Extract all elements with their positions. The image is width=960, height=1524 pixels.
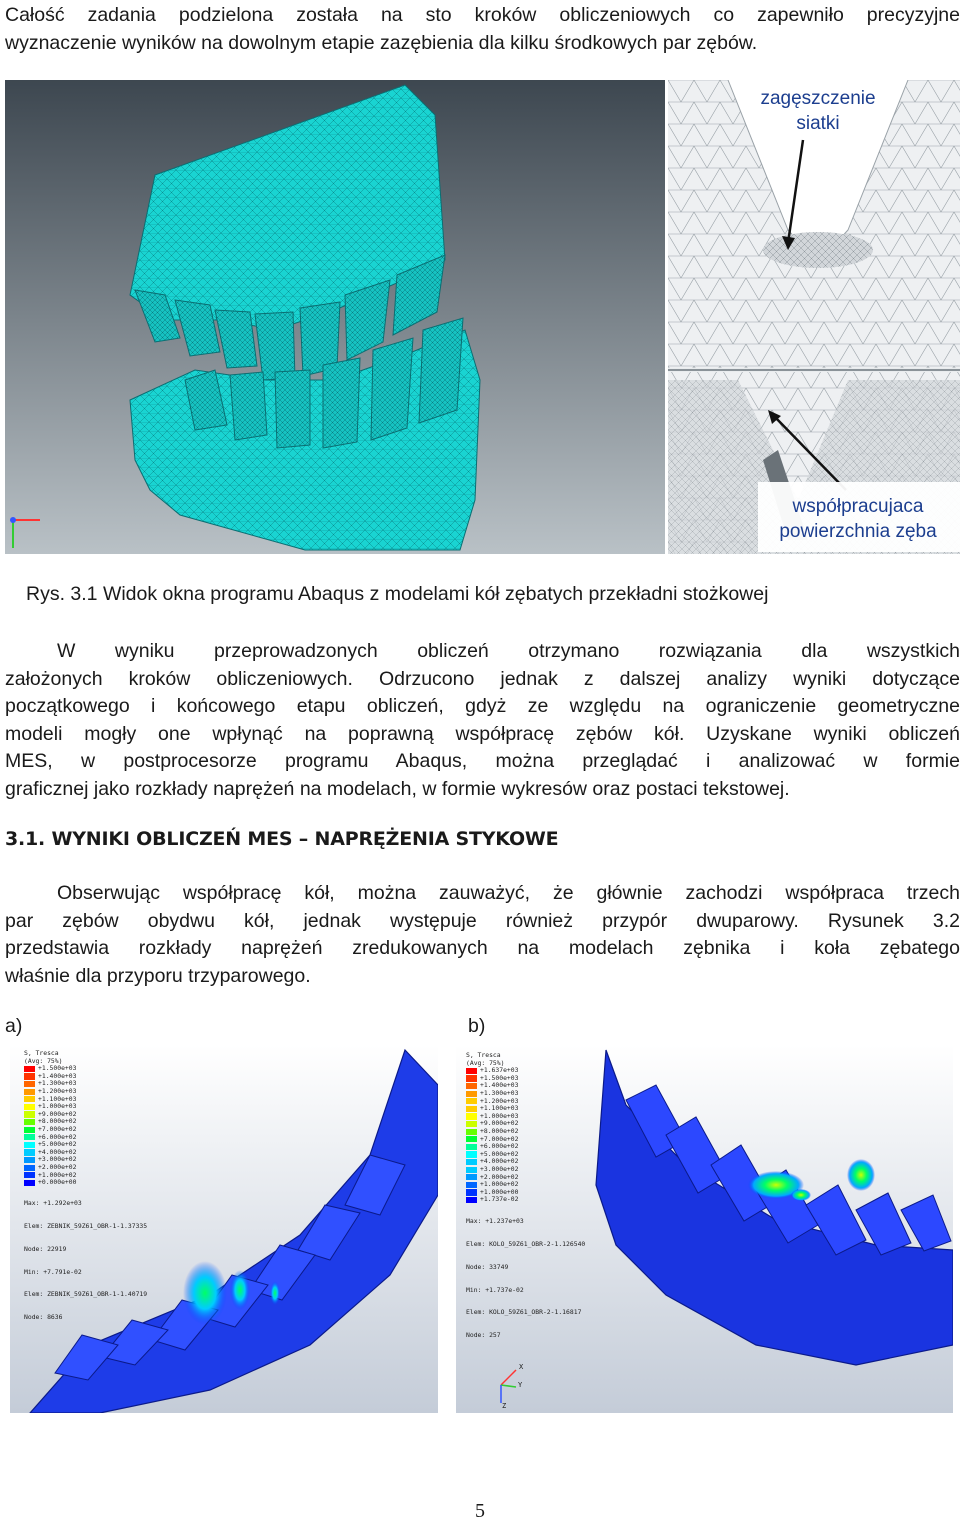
legend-swatch	[466, 1091, 477, 1097]
intro-line-1: Całość zadania podzielona została na sto kroków obliczeniowych co zapewniło precyzyjne	[5, 4, 960, 26]
legend-b	[466, 1052, 518, 1204]
legend-swatch	[24, 1172, 35, 1178]
legend-value: +1.000e+03	[38, 1102, 77, 1111]
p1-line-3: początkowego i końcowego etapu obliczeń, gdyż ze względu na ograniczenie geometryczne	[5, 695, 960, 717]
p2-line-3: przedstawia rozkłady naprężeń zredukowanych na modelach zębnika i koła zębatego	[5, 937, 960, 959]
mesh-detail-illustration	[668, 80, 960, 554]
figure-abaqus-gear-mesh	[5, 80, 665, 554]
legend-value: +9.000e+02	[480, 1119, 519, 1128]
triad-x-label: X	[519, 1363, 524, 1371]
info-a	[24, 1185, 147, 1337]
legend-swatch	[24, 1127, 35, 1133]
legend-value: +4.000e+02	[480, 1157, 519, 1166]
legend-swatch	[24, 1111, 35, 1117]
figure-mesh-detail	[668, 80, 960, 554]
p2-line-2: par zębów obydwu kół, jednak występuje również przypór dwuparowy. Rysunek 3.2	[5, 909, 960, 932]
legend-a-title: S, Tresca	[24, 1049, 59, 1057]
mesh-refinement-label	[728, 86, 908, 136]
legend-swatch	[24, 1119, 35, 1125]
p1-line-6: graficznej jako rozkłady naprężeń na modelach, w formie wykresów oraz postaci tekstowej.	[5, 777, 790, 800]
legend-swatch	[466, 1083, 477, 1089]
legend-value: +5.000e+02	[38, 1140, 77, 1149]
info-a-min: Min: +7.791e-02	[24, 1267, 82, 1276]
legend-swatch	[466, 1129, 477, 1135]
legend-value: +1.000e+02	[480, 1180, 519, 1189]
figure-b-wheel-stress	[456, 1045, 953, 1413]
legend-value: +0.000e+00	[38, 1178, 77, 1187]
gear-mesh-illustration	[5, 80, 665, 554]
legend-swatch	[466, 1167, 477, 1173]
p2-line-4: właśnie dla przyporu trzyparowego.	[5, 964, 311, 987]
legend-value: +1.500e+03	[38, 1064, 77, 1073]
info-b	[466, 1203, 585, 1355]
legend-value: +7.000e+02	[38, 1124, 77, 1133]
legend-swatch	[24, 1104, 35, 1110]
sublabel-a: a)	[5, 1015, 23, 1037]
legend-value: +5.000e+02	[480, 1149, 519, 1158]
intro-paragraph	[5, 2, 960, 57]
legend-swatch	[466, 1174, 477, 1180]
legend-value: +1.400e+03	[38, 1071, 77, 1080]
legend-swatch	[466, 1106, 477, 1112]
legend-swatch	[466, 1151, 477, 1157]
info-a-max-node: Node: 22919	[24, 1244, 67, 1253]
legend-a	[24, 1050, 76, 1187]
legend-value: +1.737e-02	[480, 1195, 519, 1204]
section-heading: 3.1. WYNIKI OBLICZEŃ MES – NAPRĘŻENIA STYKOWE	[5, 828, 559, 850]
legend-swatch	[24, 1149, 35, 1155]
info-b-max-node: Node: 33749	[466, 1262, 509, 1271]
legend-value: +9.000e+02	[38, 1109, 77, 1118]
p2-line-1: Obserwując współpracę kół, można zauważyć, że głównie zachodzi współpraca trzech	[57, 882, 960, 904]
legend-value: +1.200e+03	[38, 1086, 77, 1095]
info-a-max-elem: Elem: ZEBNIK_59Z61_OBR-1-1.37335	[24, 1221, 148, 1230]
legend-swatch	[466, 1068, 477, 1074]
legend-swatch	[24, 1089, 35, 1095]
legend-value: +2.000e+02	[480, 1172, 519, 1181]
legend-swatch	[24, 1066, 35, 1072]
mesh-label-line-1: zagęszczenie	[760, 88, 876, 109]
legend-swatch	[24, 1157, 35, 1163]
surface-label-line-2: powierzchnia zęba	[779, 521, 937, 542]
info-a-min-elem: Elem: ZEBNIK_59Z61_OBR-1-1.40719	[24, 1290, 148, 1299]
page-number: 5	[475, 1500, 485, 1522]
sublabel-b: b)	[468, 1015, 486, 1037]
legend-swatch	[24, 1073, 35, 1079]
surface-label-line-1: współpracujaca	[792, 496, 924, 517]
legend-value: +8.000e+02	[38, 1117, 77, 1126]
p1-line-4: modeli mogły one wpłynąć na poprawną współpracę zębów kół. Uzyskane wyniki obliczeń	[5, 722, 960, 745]
legend-value: +1.000e+02	[38, 1170, 77, 1179]
legend-value: +3.000e+02	[480, 1164, 519, 1173]
legend-value: +1.300e+03	[38, 1079, 77, 1088]
legend-swatch	[466, 1159, 477, 1165]
paragraph-results	[5, 638, 960, 803]
legend-swatch	[24, 1165, 35, 1171]
legend-value: +1.500e+03	[480, 1073, 519, 1082]
legend-swatch	[24, 1096, 35, 1102]
legend-value: +4.000e+02	[38, 1147, 77, 1156]
legend-b-avg: (Avg: 75%)	[466, 1058, 505, 1067]
legend-value: +8.000e+02	[480, 1126, 519, 1135]
legend-value: +1.100e+03	[480, 1104, 519, 1113]
legend-value: +1.300e+03	[480, 1088, 519, 1097]
legend-value: +1.400e+03	[480, 1081, 519, 1090]
legend-value: +2.000e+02	[38, 1162, 77, 1171]
info-a-min-node: Node: 8636	[24, 1313, 63, 1322]
legend-swatch	[466, 1144, 477, 1150]
info-b-min-elem: Elem: KOLO_59Z61_OBR-2-1.16817	[466, 1308, 582, 1317]
legend-swatch	[466, 1189, 477, 1195]
legend-swatch	[24, 1142, 35, 1148]
legend-value: +7.000e+02	[480, 1134, 519, 1143]
legend-swatch	[466, 1136, 477, 1142]
legend-swatch	[466, 1113, 477, 1119]
legend-value: +6.000e+02	[480, 1142, 519, 1151]
triad-z-label: Z	[502, 1402, 507, 1410]
paragraph-observation	[5, 880, 960, 990]
legend-b-title: S, Tresca	[466, 1051, 501, 1059]
info-b-min: Min: +1.737e-02	[466, 1285, 524, 1294]
info-b-min-node: Node: 257	[466, 1331, 501, 1340]
legend-value: +1.100e+03	[38, 1094, 77, 1103]
legend-a-avg: (Avg: 75%)	[24, 1056, 63, 1065]
figure-caption: Rys. 3.1 Widok okna programu Abaqus z modelami kół zębatych przekładni stożkowej	[26, 583, 769, 605]
info-a-max: Max: +1.292e+03	[24, 1199, 82, 1208]
legend-value: +1.637e+03	[480, 1066, 519, 1075]
legend-swatch	[466, 1182, 477, 1188]
p1-line-2: założonych kroków obliczeniowych. Odrzucono jednak z dalszej analizy wyniki dotyczące	[5, 667, 960, 690]
intro-line-2: wyznaczenie wyników na dowolnym etapie zazębienia dla kilku środkowych par zębów.	[5, 31, 758, 54]
triad-y-label: Y	[518, 1381, 523, 1389]
legend-value: +6.000e+02	[38, 1132, 77, 1141]
p1-line-5: MES, w postprocesorze programu Abaqus, można przeglądać i analizować w formie	[5, 750, 960, 772]
legend-swatch	[24, 1081, 35, 1087]
legend-value: +1.000e+00	[480, 1187, 519, 1196]
mesh-label-line-2: siatki	[796, 113, 840, 134]
info-b-max-elem: Elem: KOLO_59Z61_OBR-2-1.126540	[466, 1239, 586, 1248]
legend-value: +3.000e+02	[38, 1155, 77, 1164]
legend-swatch	[24, 1134, 35, 1140]
legend-value: +1.000e+03	[480, 1111, 519, 1120]
info-b-max: Max: +1.237e+03	[466, 1217, 524, 1226]
legend-swatch	[466, 1121, 477, 1127]
figure-a-pinion-stress	[10, 1045, 438, 1413]
legend-swatch	[466, 1075, 477, 1081]
legend-value: +1.200e+03	[480, 1096, 519, 1105]
p1-line-1: W wyniku przeprowadzonych obliczeń otrzymano rozwiązania dla wszystkich	[57, 640, 960, 662]
legend-swatch	[466, 1098, 477, 1104]
contact-surface-label	[758, 494, 958, 544]
